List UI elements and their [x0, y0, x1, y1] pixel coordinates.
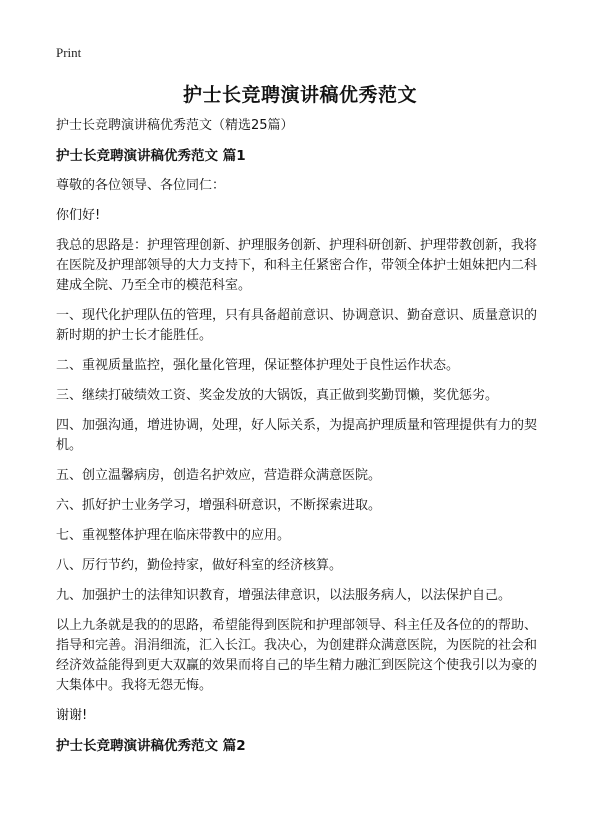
paragraph-hello: 你们好!: [56, 208, 101, 223]
paragraph-point-4: 四、加强沟通，增进协调，处理，好人际关系，为提高护理质量和管理提供有力的契机。: [56, 418, 538, 453]
section-heading-2: 护士长竞聘演讲稿优秀范文 篇2: [56, 738, 246, 754]
paragraph-thanks: 谢谢!: [56, 708, 88, 723]
paragraph-point-2: 二、重视质量监控，强化量化管理，保证整体护理处于良性运作状态。: [56, 358, 460, 373]
paragraph-point-9: 九、加强护士的法律知识教育，增强法律意识，以法服务病人，以法保护自己。: [56, 588, 512, 603]
paragraph-point-5: 五、创立温馨病房，创造名护效应，营造群众满意医院。: [56, 468, 382, 483]
paragraph-point-8: 八、厉行节约，勤俭持家，做好科室的经济核算。: [56, 558, 343, 573]
paragraph-greeting: 尊敬的各位领导、各位同仁：: [56, 178, 226, 193]
paragraph-point-6: 六、抓好护士业务学习，增强科研意识，不断探索进取。: [56, 498, 382, 513]
paragraph-point-3: 三、继续打破绩效工资、奖金发放的大锅饭，真正做到奖勤罚懒，奖优惩劣。: [56, 388, 499, 403]
document-title: 护士长竞聘演讲稿优秀范文: [182, 84, 417, 106]
paragraph-conclusion: 以上九条就是我的的思路，希望能得到医院和护理部领导、科主任及各位的的帮助、指导和完善。涓涓细流，汇入长江。我决心，为创建群众满意医院，为医院的社会和经济效益能得到更大双赢的效果而将自己的毕生精力融汇到医院这个使我引以为豪的大集体中。我将无怨无悔。: [56, 618, 538, 693]
document-subtitle: 护士长竞聘演讲稿优秀范文（精选25篇）: [56, 118, 294, 133]
paragraph-intro: 我总的思路是：护理管理创新、护理服务创新、护理科研创新、护理带教创新，我将在医院及护理部领导的大力支持下，和科主任紧密合作，带领全体护士姐妹把内二科建成全院、乃至全市的模范科室。: [56, 238, 538, 293]
print-link[interactable]: Print: [56, 45, 82, 60]
paragraph-point-1: 一、现代化护理队伍的管理，只有具备超前意识、协调意识、勤奋意识、质量意识的新时期的护士长才能胜任。: [56, 308, 538, 343]
section-heading-1: 护士长竞聘演讲稿优秀范文 篇1: [56, 148, 246, 164]
document-body: [56, 116, 548, 766]
paragraph-point-7: 七、重视整体护理在临床带教中的应用。: [56, 528, 291, 543]
